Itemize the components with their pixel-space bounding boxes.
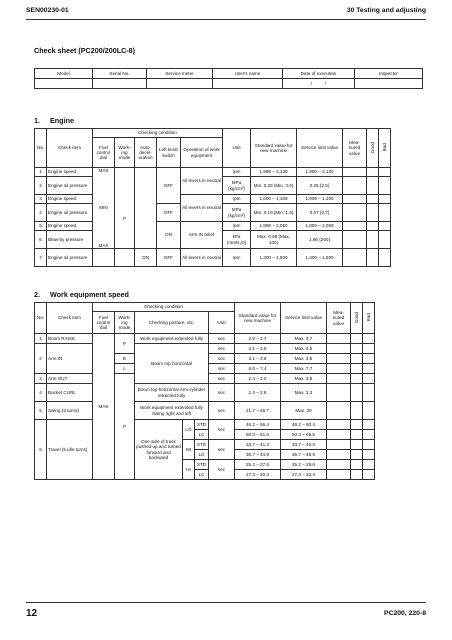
measured-field[interactable]: [343, 204, 367, 222]
page-footer: [26, 602, 426, 617]
standard-value: 1,000 – 1,100: [251, 195, 297, 204]
limit-value: 1.96 {200}: [297, 231, 343, 249]
standard-value: 2.9 – 3.7: [235, 334, 281, 344]
inspector-field[interactable]: [355, 79, 423, 89]
mode-p: P: [115, 168, 135, 222]
knob-off: OFF: [157, 168, 181, 204]
limit-value: 1,300 – 1,500: [297, 249, 343, 267]
limit-value: 36.7 – 48.9: [281, 450, 327, 460]
standard-value: 46.2 – 56.4: [235, 420, 281, 430]
unit: rpm: [223, 168, 251, 177]
standard-value: 1,990 – 2,130: [251, 168, 297, 177]
check-item-header: Check item: [47, 303, 93, 334]
limit-value: Max. 4.5: [281, 354, 327, 364]
standard-header: Standard value for new machine: [235, 303, 281, 334]
check-item: Boom RAISE: [47, 334, 93, 344]
work-section-heading: 2. Work equipment speed: [34, 290, 129, 299]
unit: sec: [209, 364, 235, 374]
good-check[interactable]: [367, 204, 379, 222]
good-check[interactable]: [367, 177, 379, 195]
check-item: Engine speed: [47, 195, 93, 204]
checking-condition-header: Checking condition: [93, 129, 223, 138]
auto-decel-on: ON: [135, 249, 157, 267]
row-no: 4: [35, 384, 47, 402]
row-no: 3: [35, 195, 47, 204]
page-header: [26, 7, 426, 20]
measured-field[interactable]: [327, 460, 351, 470]
row-no: 4: [35, 204, 47, 222]
spec-type: LC: [195, 470, 209, 480]
bad-check[interactable]: [363, 440, 375, 450]
fuel-max: MAX: [93, 168, 115, 195]
engine-section-heading: 1. Engine: [34, 116, 74, 125]
unit-header: Unit: [209, 312, 235, 334]
limit-value: 27.3 – 32.3: [281, 470, 327, 480]
bad-check[interactable]: [363, 354, 375, 364]
footer-model: PC200, 220-8: [384, 610, 426, 617]
bad-header: Bad: [379, 129, 391, 168]
bad-check[interactable]: [363, 384, 375, 402]
limit-value: 50.3 – 65.5: [281, 430, 327, 440]
mode-e: E: [115, 354, 135, 364]
check-item: Arm OUT: [47, 374, 93, 384]
speed-lo: LO: [183, 420, 195, 440]
auto-decel-header: Auto-decel-eration: [135, 138, 157, 168]
limit-value: 0.07 {0.7}: [297, 204, 343, 222]
unit: sec: [209, 460, 235, 480]
check-item-header: Check item: [47, 129, 93, 168]
bad-check[interactable]: [379, 249, 391, 267]
limit-value: 1,990 – 2,130: [297, 168, 343, 177]
inspector-header: Inspector: [355, 69, 423, 79]
standard-header: Standard value for new machine: [251, 129, 297, 168]
section-title: 30 Testing and adjusting: [346, 7, 426, 14]
measured-field[interactable]: [327, 420, 351, 430]
check-item: Swing (5 turns): [47, 402, 93, 420]
row-no: 3: [35, 374, 47, 384]
fuel-dial-header: Fuel control dial: [93, 312, 115, 334]
check-item: Blow-by pressure: [47, 231, 93, 249]
limit-value: Max. 7.7: [281, 364, 327, 374]
unit: rpm: [223, 222, 251, 231]
check-item: Arm IN: [47, 344, 93, 374]
posture: One side of track pushed up and turned forward and backward: [135, 420, 183, 480]
limit-value: 46.2 – 60.4: [281, 420, 327, 430]
unit: sec: [209, 420, 235, 440]
bad-check[interactable]: [379, 195, 391, 204]
good-header: Good: [367, 129, 379, 168]
measured-field[interactable]: [343, 231, 367, 249]
speed-mi: MI: [183, 440, 195, 460]
standard-value: 6.0 – 7.4: [235, 364, 281, 374]
measured-field[interactable]: [343, 177, 367, 195]
measured-field[interactable]: [343, 195, 367, 204]
bad-check[interactable]: [379, 204, 391, 222]
measured-field[interactable]: [327, 450, 351, 460]
mode-p: P: [115, 334, 135, 354]
measured-header: Mea-sured value: [343, 129, 367, 168]
limit-value: Max. 3.3: [281, 384, 327, 402]
doc-id: SEN00230-01: [26, 7, 69, 14]
measured-field[interactable]: [343, 222, 367, 231]
unit: rpm: [223, 249, 251, 267]
unit: sec: [209, 344, 235, 354]
row-no: 7: [35, 249, 47, 267]
measured-field[interactable]: [327, 440, 351, 450]
row-no: 5: [35, 222, 47, 231]
posture: Work equipment extended fully: [135, 334, 209, 344]
page-title: Check sheet (PC200/200LC-8): [34, 46, 136, 55]
date-header: Date of execution: [283, 69, 355, 79]
unit: MPa {kg/cm²}: [223, 177, 251, 195]
limit-value: 1,000 – 1,100: [297, 195, 343, 204]
standard-value: Max. 0.98 (Max. 100): [251, 231, 297, 249]
check-item: Engine speed: [47, 222, 93, 231]
good-check[interactable]: [367, 168, 379, 177]
measured-field[interactable]: [327, 470, 351, 480]
limit-value: Max. 3.5: [281, 374, 327, 384]
good-check[interactable]: [351, 402, 363, 420]
knob-off: OFF: [157, 204, 181, 222]
serial-header: Serial No.: [93, 69, 147, 79]
model-header: Model: [35, 69, 93, 79]
row-no: 2: [35, 177, 47, 195]
good-check[interactable]: [351, 344, 363, 354]
posture-header: Checking posture, etc.: [135, 312, 209, 334]
good-check[interactable]: [351, 440, 363, 450]
limit-value: Max. 30: [281, 402, 327, 420]
fuel-dial-header: Fuel control dial: [93, 138, 115, 168]
row-no: 6: [35, 420, 47, 480]
service-meter-header: Service meter: [147, 69, 213, 79]
measured-field[interactable]: [327, 402, 351, 420]
row-no: 5: [35, 402, 47, 420]
good-check[interactable]: [351, 460, 363, 470]
check-item: Engine oil pressure: [47, 249, 93, 267]
checking-condition-header: Checking condition: [93, 303, 235, 312]
good-check[interactable]: [351, 364, 363, 374]
measured-field[interactable]: [327, 384, 351, 402]
bad-check[interactable]: [363, 334, 375, 344]
unit: sec: [209, 354, 235, 364]
bad-check[interactable]: [363, 344, 375, 354]
date-field[interactable]: / /: [283, 79, 355, 89]
row-no: 2: [35, 344, 47, 374]
spec-type: STD: [195, 440, 209, 450]
measured-field[interactable]: [327, 334, 351, 344]
bad-check[interactable]: [363, 460, 375, 470]
row-no: 1: [35, 334, 47, 344]
posture: Work equipment extended fully Swing right and left: [135, 402, 209, 420]
standard-value: 2.3 – 2.9: [235, 384, 281, 402]
knob-on: ON: [157, 222, 181, 249]
user-name-header: User's name: [213, 69, 283, 79]
measured-field[interactable]: [327, 430, 351, 440]
info-table: [34, 68, 423, 89]
check-item: Engine oil pressure: [47, 204, 93, 222]
working-mode-header: Work-ing mode: [115, 312, 135, 334]
spec-type: LC: [195, 450, 209, 460]
limit-value: 0.25 {2.5}: [297, 177, 343, 195]
model-field[interactable]: [35, 79, 93, 89]
knob-switch-header: Left knob switch: [157, 138, 181, 168]
user-name-field[interactable]: [213, 79, 283, 89]
no-header: No.: [35, 129, 47, 168]
limit-value: Max. 4.5: [281, 344, 327, 354]
op-neutral: All levers in neutral: [181, 195, 223, 222]
unit: MPa {kg/cm²}: [223, 204, 251, 222]
fuel-max: MAX: [93, 222, 115, 249]
bad-check[interactable]: [363, 402, 375, 420]
standard-value: 27.3 – 30.3: [235, 470, 281, 480]
row-no: 6: [35, 231, 47, 249]
spec-type: STD: [195, 460, 209, 470]
unit: sec: [209, 402, 235, 420]
unit: sec: [209, 374, 235, 384]
service-limit-header: Service limit value: [297, 129, 343, 168]
speed-hi: HI: [183, 460, 195, 480]
bad-check[interactable]: [379, 222, 391, 231]
spec-type: LC: [195, 430, 209, 440]
unit: kPa {mmH₂O}: [223, 231, 251, 249]
fuel-max: MAX: [93, 334, 115, 480]
mode-l: L: [115, 364, 135, 374]
serial-field[interactable]: [93, 79, 147, 89]
measured-field[interactable]: [327, 364, 351, 374]
service-meter-field[interactable]: [147, 79, 213, 89]
mode-p: P: [115, 374, 135, 480]
bad-check[interactable]: [363, 450, 375, 460]
good-check[interactable]: [351, 334, 363, 344]
good-check[interactable]: [351, 354, 363, 364]
work-speed-rows: [34, 333, 423, 480]
row-no: 1: [35, 168, 47, 177]
standard-value: 3.1 – 3.9: [235, 354, 281, 364]
measured-field[interactable]: [327, 374, 351, 384]
standard-value: 1,300 – 1,500: [251, 249, 297, 267]
measured-field[interactable]: [343, 249, 367, 267]
check-item: Engine speed: [47, 168, 93, 177]
unit: sec: [209, 384, 235, 402]
standard-value: 25.2 – 27.6: [235, 460, 281, 470]
good-check[interactable]: [351, 384, 363, 402]
posture: Boom top horizontal Arm cylinder retracted fully: [135, 384, 209, 402]
unit: sec: [209, 334, 235, 344]
standard-value: 2.4 – 3.0: [235, 374, 281, 384]
standard-value: 33.7 – 41.3: [235, 440, 281, 450]
knob-off: OFF: [157, 249, 181, 267]
good-check[interactable]: [367, 231, 379, 249]
work-speed-table: [34, 302, 423, 334]
fuel-min: MIN: [93, 195, 115, 222]
good-check[interactable]: [351, 450, 363, 460]
posture: Boom top horizontal: [135, 344, 209, 384]
measured-header: Mea-sured value: [327, 303, 351, 334]
standard-value: 3.1 – 3.9: [235, 344, 281, 354]
standard-value: Min. 0.29 (Min. 3.0): [251, 177, 297, 195]
op-relief: Arm IN relief: [181, 222, 223, 249]
good-check[interactable]: [351, 430, 363, 440]
measured-field[interactable]: [327, 344, 351, 354]
bad-check[interactable]: [363, 470, 375, 480]
good-check[interactable]: [367, 249, 379, 267]
measured-field[interactable]: [343, 168, 367, 177]
op-neutral: All levers in neutral: [181, 249, 223, 267]
good-header: Good: [351, 303, 363, 334]
good-check[interactable]: [367, 195, 379, 204]
good-check[interactable]: [367, 222, 379, 231]
bad-check[interactable]: [379, 177, 391, 195]
bad-check[interactable]: [363, 364, 375, 374]
bad-header: Bad: [363, 303, 375, 334]
no-header: No.: [35, 303, 47, 334]
bad-check[interactable]: [363, 430, 375, 440]
op-neutral: All levers in neutral: [181, 168, 223, 195]
limit-value: 1,850 – 2,050: [297, 222, 343, 231]
unit: rpm: [223, 195, 251, 204]
good-check[interactable]: [351, 420, 363, 430]
check-item: Engine oil pressure: [47, 177, 93, 195]
check-item: Travel (5 idle turns): [47, 420, 93, 480]
bad-check[interactable]: [363, 420, 375, 430]
limit-value: 33.7 – 45.3: [281, 440, 327, 450]
spec-type: STD: [195, 420, 209, 430]
bad-check[interactable]: [379, 168, 391, 177]
limit-value: 25.2 – 29.6: [281, 460, 327, 470]
unit: sec: [209, 440, 235, 460]
working-mode-header: Work-ing mode: [115, 138, 135, 168]
good-check[interactable]: [351, 470, 363, 480]
standard-value: Min. 0.10 (Min. 1.0): [251, 204, 297, 222]
standard-value: 1,850 – 2,050: [251, 222, 297, 231]
standard-value: 36.7 – 44.9: [235, 450, 281, 460]
engine-table: [34, 128, 423, 267]
bad-check[interactable]: [363, 374, 375, 384]
good-check[interactable]: [351, 374, 363, 384]
limit-value: Max. 4.7: [281, 334, 327, 344]
operation-header: Operation of work equipment: [181, 138, 223, 168]
measured-field[interactable]: [327, 354, 351, 364]
page-number: 12: [26, 608, 38, 619]
bad-check[interactable]: [379, 231, 391, 249]
standard-value: 21.7 – 26.7: [235, 402, 281, 420]
standard-value: 50.3 – 61.5: [235, 430, 281, 440]
service-limit-header: Service limit value: [281, 303, 327, 334]
unit-header: Unit: [223, 129, 251, 168]
check-item: Bucket CURL: [47, 384, 93, 402]
